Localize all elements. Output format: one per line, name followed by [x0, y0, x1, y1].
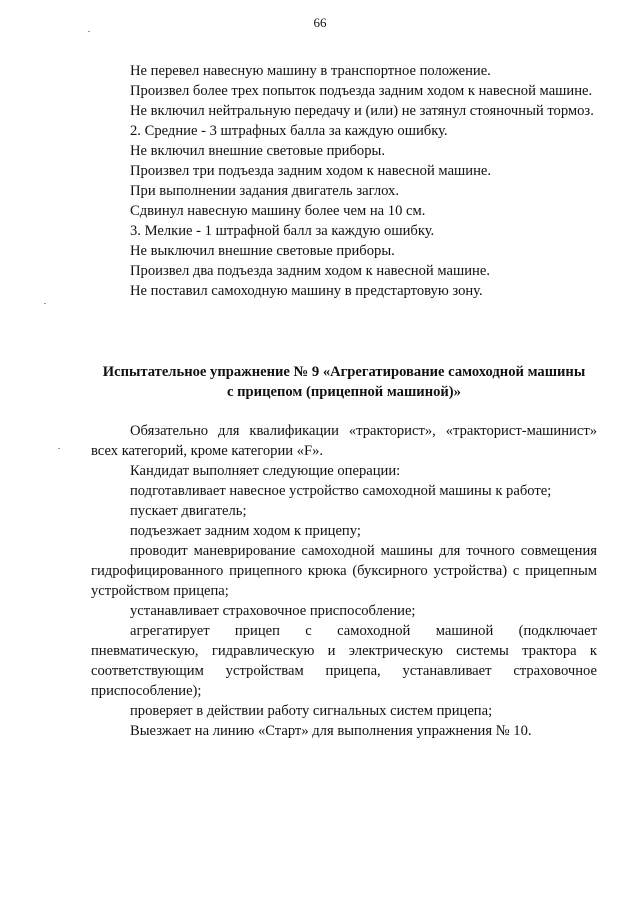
paragraph: Произвел два подъезда задним ходом к навесной машине.	[130, 263, 490, 279]
scan-speck	[88, 31, 90, 32]
paragraph: 2. Средние - 3 штрафных балла за каждую ошибку.	[130, 123, 448, 139]
paragraph: Произвел три подъезда задним ходом к навесной машине.	[130, 163, 492, 179]
paragraph: пускает двигатель;	[130, 503, 247, 519]
paragraph: подготавливает навесное устройство самоходной машины к работе;	[130, 483, 552, 499]
paragraph: Произвел более трех попыток подъезда задним ходом к навесной машине.	[130, 83, 593, 99]
exercise-description	[91, 421, 597, 741]
paragraph: Не перевел навесную машину в транспортное положение.	[130, 63, 491, 79]
heading-line: Испытательное упражнение № 9 «Агрегатирование самоходной машины	[102, 364, 586, 380]
paragraph: Не включил внешние световые приборы.	[130, 143, 385, 159]
paragraph: проверяет в действии работу сигнальных систем прицепа;	[130, 703, 493, 719]
paragraph: 3. Мелкие - 1 штрафной балл за каждую ошибку.	[130, 223, 435, 239]
penalty-list	[91, 61, 597, 301]
paragraph: Кандидат выполняет следующие операции:	[130, 463, 401, 479]
paragraph: При выполнении задания двигатель заглох.	[130, 183, 399, 199]
page-number: 66	[313, 15, 327, 30]
exercise-heading	[91, 362, 597, 402]
scan-speck	[58, 448, 60, 449]
paragraph: подъезжает задним ходом к прицепу;	[130, 523, 361, 539]
paragraph: Обязательно для квалификации «тракторист», «тракторист-машинист» всех категорий, кроме категории «F».	[91, 423, 597, 459]
heading-line: с прицепом (прицепной машиной)»	[227, 384, 461, 400]
paragraph: Не выключил внешние световые приборы.	[130, 243, 395, 259]
paragraph: Сдвинул навесную машину более чем на 10 см.	[130, 203, 426, 219]
paragraph: Не поставил самоходную машину в предстартовую зону.	[130, 283, 483, 299]
paragraph: агрегатирует прицеп с самоходной машиной (подключает пневматическую, гидравлическую и электрическую системы трактора к соответствующим устройствам прицепа, устанавливает страховочное приспособление);	[91, 623, 597, 699]
scan-speck	[44, 303, 46, 304]
paragraph: Выезжает на линию «Старт» для выполнения упражнения № 10.	[130, 723, 532, 739]
paragraph: устанавливает страховочное приспособление;	[130, 603, 416, 619]
paragraph: Не включил нейтральную передачу и (или) не затянул стояночный тормоз.	[130, 103, 594, 119]
paragraph: проводит маневрирование самоходной машины для точного совмещения гидрофицированного прицепного крюка (буксирного устройства) с прицепным устройством прицепа;	[91, 543, 597, 599]
